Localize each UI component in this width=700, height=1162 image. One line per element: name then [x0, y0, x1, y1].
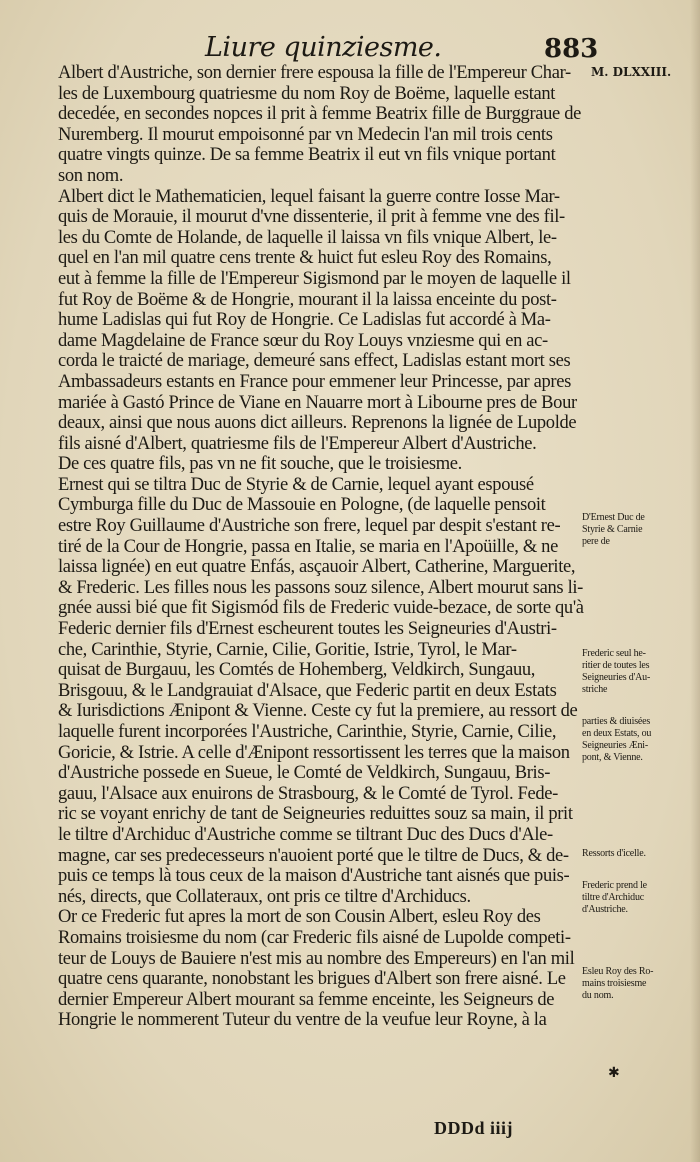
margin-note-line: mains troisiesme	[582, 978, 647, 989]
text-line: ric se voyant enrichy de tant de Seigneuries reduittes souz sa main, il prit	[58, 803, 573, 825]
text-line: estre Roy Guillaume d'Austriche son frere, lequel par despit s'estant re-	[58, 515, 561, 537]
text-line: Federic dernier fils d'Ernest escheurent toutes les Seigneuries d'Austri-	[58, 618, 557, 640]
main-text-block	[58, 63, 588, 1031]
margin-note-line: striche	[582, 684, 608, 695]
margin-note-line: Frederic seul he-	[582, 648, 646, 659]
text-line: eut à femme la fille de l'Empereur Sigismond par le moyen de laquelle il	[58, 267, 571, 289]
text-line: Brisgouu, & le Landgrauiat d'Alsace, que Federic partit en deux Estats	[58, 679, 557, 701]
text-line: Cymburga fille du Duc de Massouie en Pologne, (de laquelle pensoit	[58, 494, 546, 516]
margin-note-line: en deux Estats, ou	[582, 728, 652, 739]
text-line: deaux, ainsi que nous auons dict ailleurs. Reprenons la lignée de Lupolde	[58, 412, 577, 434]
margin-note-line: Frederic prend le	[582, 880, 647, 891]
text-line: quis de Morauie, il mourut d'vne dissenterie, il prit à femme vne des fil-	[58, 206, 565, 228]
text-line: d'Austriche possede en Sueue, le Comté de Veldkirch, Sungauu, Bris-	[58, 762, 551, 784]
text-line: nés, directs, que Collateraux, ont pris ce tiltre d'Archiducs.	[58, 885, 471, 907]
text-line: corda le traicté de mariage, demeuré sans effect, Ladislas estant mort ses	[58, 350, 571, 372]
text-line: les de Luxembourg quatriesme du nom Roy de Boëme, laquelle estant	[58, 82, 556, 104]
text-line: quel en l'an mil quatre cens trente & huict fut esleu Roy des Romains,	[58, 247, 552, 269]
margin-note-line: du nom.	[582, 990, 614, 1001]
margin-note-esleu-roy	[582, 966, 653, 1002]
margin-note-line: tiltre d'Archiduc	[582, 892, 644, 903]
text-line: Romains troisiesme du nom (car Frederic fils aisné de Lupolde competi-	[58, 926, 571, 948]
margin-note-line: Esleu Roy des Ro-	[582, 966, 654, 977]
text-line: & Iurisdictions Ænipont & Vienne. Ceste cy fut la premiere, au ressort de	[58, 700, 578, 722]
margin-note-line: pere de	[582, 536, 610, 547]
text-line: che, Carinthie, Styrie, Carnie, Cilie, Goritie, Istrie, Tyrol, le Mar-	[58, 638, 517, 660]
text-line: fils aisné d'Albert, quatriesme fils de l'Empereur Albert d'Austriche.	[58, 432, 537, 454]
margin-note-line: parties & diuisées	[582, 716, 651, 727]
text-line: Ambassadeurs estants en France pour emmener leur Princesse, par apres	[58, 370, 571, 392]
text-line: laquelle furent incorporées l'Austriche, Carinthie, Styrie, Carnie, Cilie,	[58, 721, 557, 742]
text-line: fut Roy de Boëme & de Hongrie, mourant il la laissa enceinte du post-	[58, 288, 557, 310]
margin-note-ernest	[582, 512, 645, 548]
text-line: Goricie, & Istrie. A celle d'Ænipont ressortissent les terres que la maison	[58, 741, 570, 763]
text-line: le tiltre d'Archiduc d'Austriche comme se tiltrant Duc des Ducs d'Ale-	[58, 823, 553, 845]
text-line: dernier Empereur Albert mourant sa femme enceinte, les Seigneurs de	[58, 988, 555, 1010]
text-line: Hongrie le nommerent Tuteur du ventre de la veufue leur Royne, à la	[58, 1009, 547, 1031]
text-line: puis ce temps là tous ceux de la maison d'Austriche tant aisnés que puis-	[58, 865, 570, 887]
margin-note-line: ritier de toutes les	[582, 660, 650, 671]
text-line: dame Magdelaine de France sœur du Roy Louys vnziesme qui en ac-	[58, 329, 548, 351]
signature-mark: DDDd iiij	[434, 1118, 514, 1138]
text-line: quatre cens quarante, nonobstant les brigues d'Albert son frere aisné. Le	[58, 968, 566, 990]
running-title: Liure quinziesme.	[205, 32, 442, 63]
text-line: laissa lignée) en eut quatre Enfás, asçauoir Albert, Catherine, Marguerite,	[58, 556, 576, 578]
text-line: Nuremberg. Il mourut empoisonné par vn Medecin l'an mil trois cents	[58, 123, 553, 145]
text-line: Albert d'Austriche, son dernier frere espousa la fille de l'Empereur Char-	[58, 62, 571, 83]
margin-note-line: Seigneuries d'Au-	[582, 672, 651, 683]
margin-note-line: pont, & Vienne.	[582, 752, 643, 763]
text-line: hume Ladislas qui fut Roy de Hongrie. Ce Ladislas fut accordé à Ma-	[58, 309, 551, 331]
margin-note-frederic-heir	[582, 648, 650, 696]
margin-note-ressorts	[582, 848, 646, 860]
margin-note-line: Seigneuries Æni-	[582, 740, 648, 751]
margin-note-line: Ressorts d'icelle.	[582, 848, 646, 859]
margin-note-line: Styrie & Carnie	[582, 524, 643, 535]
text-line: & Frederic. Les filles nous les passons souz silence, Albert mourut sans li-	[58, 576, 583, 598]
page-edge-shadow	[690, 0, 700, 1162]
margin-note-archiduc	[582, 880, 647, 916]
text-line: gauu, l'Alsace aux enuirons de Strasbourg, & le Comté de Tyrol. Fede-	[58, 782, 558, 804]
text-line: Ernest qui se tiltra Duc de Styrie & de Carnie, lequel ayant espousé	[58, 473, 534, 495]
text-line: gnée aussi bié que fit Sigismód fils de Frederic vuide-bezace, de sorte qu'à	[58, 597, 584, 619]
text-line: son nom.	[58, 164, 124, 186]
text-line: les du Comte de Holande, de laquelle il laissa vn fils vnique Albert, le-	[58, 226, 557, 248]
margin-year: M. DLXXIII.	[591, 65, 672, 79]
margin-note-line: D'Ernest Duc de	[582, 512, 645, 523]
margin-note-line: d'Austriche.	[582, 904, 628, 915]
text-line: mariée à Gastó Prince de Viane en Nauarre mort à Libourne pres de Bour	[58, 391, 577, 413]
text-line: Albert dict le Mathematicien, lequel faisant la guerre contre Iosse Mar-	[58, 185, 560, 207]
page-number: 883	[544, 34, 599, 64]
asterisk-ornament-icon: ✱	[608, 1065, 620, 1081]
margin-note-divisions	[582, 716, 651, 764]
text-line: De ces quatre fils, pas vn ne fit souche, que le troisiesme.	[58, 453, 462, 475]
text-line: decedée, en secondes nopces il prit à femme Beatrix fille de Burggraue de	[58, 103, 582, 125]
text-line: tiré de la Cour de Hongrie, passa en Italie, se maria en l'Apoüille, & ne	[58, 535, 558, 557]
text-line: teur de Louys de Bauiere n'est mis au nombre des Empereurs) en l'an mil	[58, 947, 575, 969]
text-line: quatre vingts quinze. De sa femme Beatrix il eut vn fils vnique portant	[58, 144, 556, 166]
text-line: Or ce Frederic fut apres la mort de son Cousin Albert, esleu Roy des	[58, 906, 541, 928]
text-line: quisat de Burgauu, les Comtés de Hohemberg, Veldkirch, Sungauu,	[58, 659, 536, 681]
text-line: magne, car ses predecesseurs n'auoient porté que le tiltre de Ducs, & de-	[58, 844, 569, 866]
